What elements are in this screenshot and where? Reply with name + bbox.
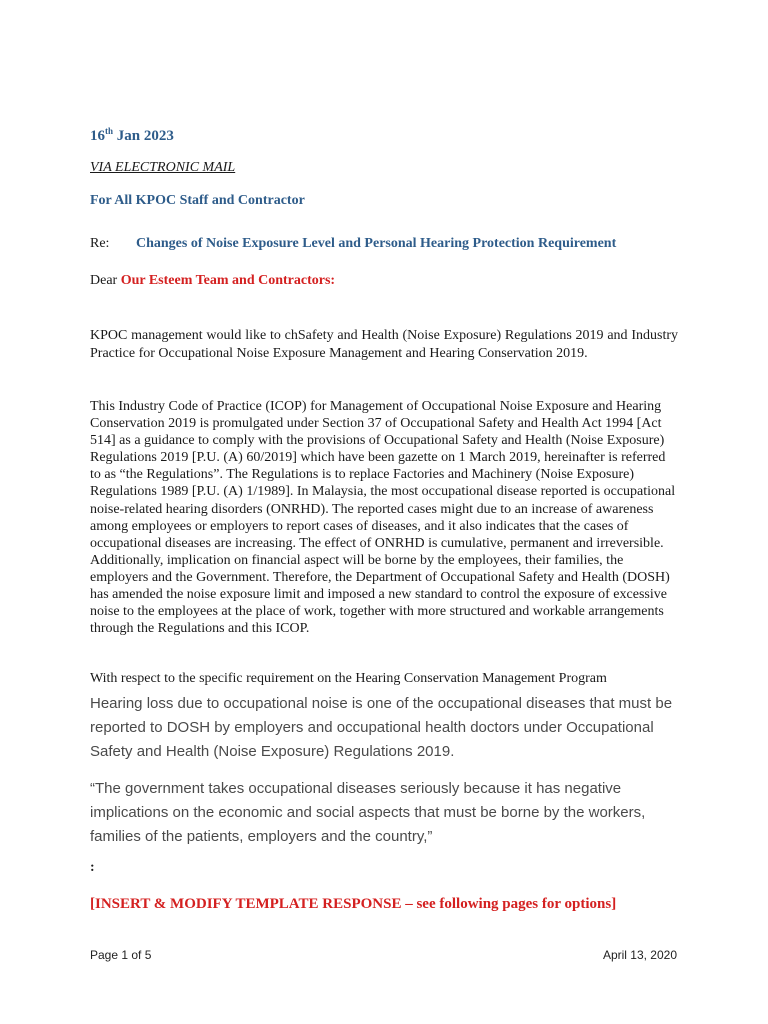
footer-date: April 13, 2020	[602, 948, 677, 962]
footer-page-number: Page 1 of 5	[90, 948, 152, 962]
salutation-prefix: Dear	[90, 273, 121, 288]
template-instruction: [INSERT & MODIFY TEMPLATE RESPONSE – see following pages for options]	[90, 896, 617, 912]
paragraph-quote: “The government takes occupational diseases seriously because it has negative implications on the economic and social aspects that must be borne by the workers, families of the patients, employers and the country,”	[90, 780, 646, 845]
date-day: 16	[90, 128, 105, 144]
salutation	[90, 273, 678, 289]
paragraph-hearing-loss: Hearing loss due to occupational noise is one of the occupational diseases that must be reported to DOSH by employers and occupational health doctors under Occupational Safety and Health (Noise Exposure) Regulations 2019.	[90, 695, 673, 760]
via-electronic-mail: VIA ELECTRONIC MAIL	[90, 160, 236, 175]
paragraph-intro: KPOC management would like to chSafety and Health (Noise Exposure) Regulations 2019 and Industry Practice for Occupational Noise Exposure Management and Hearing Conservation 2019.	[90, 328, 678, 361]
paragraph-requirement: With respect to the specific requirement on the Hearing Conservation Management Program	[90, 671, 607, 686]
subject-text: Changes of Noise Exposure Level and Personal Hearing Protection Requirement	[136, 236, 617, 251]
date-month-year: Jan 2023	[113, 128, 174, 144]
letter-date	[90, 126, 678, 145]
date-suffix: th	[105, 126, 114, 136]
salutation-name: Our Esteem Team and Contractors:	[120, 273, 336, 288]
colon-mark: :	[90, 860, 95, 875]
paragraph-icop: This Industry Code of Practice (ICOP) for Management of Occupational Noise Exposure and Hearing Conservation 2019 is promulgated under Section 37 of Occupational Safety and Health Act 1994 [Act 514] as a guidance to comply with the provisions of Occupational Safety and Health (Noise Exposure) Regulations 2019 [P.U. (A) 60/2019] which have been gazette on 1 March 2019, hereinafter is referred to as “the Regulations”. The Regulations is to replace Factories and Machinery (Noise Exposure) Regulations 1989 [P.U. (A) 1/1989]. In Malaysia, the most occupational disease reported is occupational noise-related hearing disorders (ONRHD). The reported cases might due to an increase of awareness among employees or employers to report cases of diseases, and it also indicates that the cases of occupational diseases are increasing. The effect of ONRHD is cumulative, permanent and irreversible. Additionally, implication on financial aspect will be borne by the employees, their families, the employers and the Government. Therefore, the Department of Occupational Safety and Health (DOSH) has amended the noise exposure limit and imposed a new standard to control the exposure of excessive noise to the employees at the place of work, together with more structured and workable arrangements through the Regulations and this ICOP.	[90, 399, 676, 637]
re-label: Re:	[90, 236, 110, 251]
subject-line	[90, 236, 690, 252]
recipient-line: For All KPOC Staff and Contractor	[90, 193, 305, 208]
